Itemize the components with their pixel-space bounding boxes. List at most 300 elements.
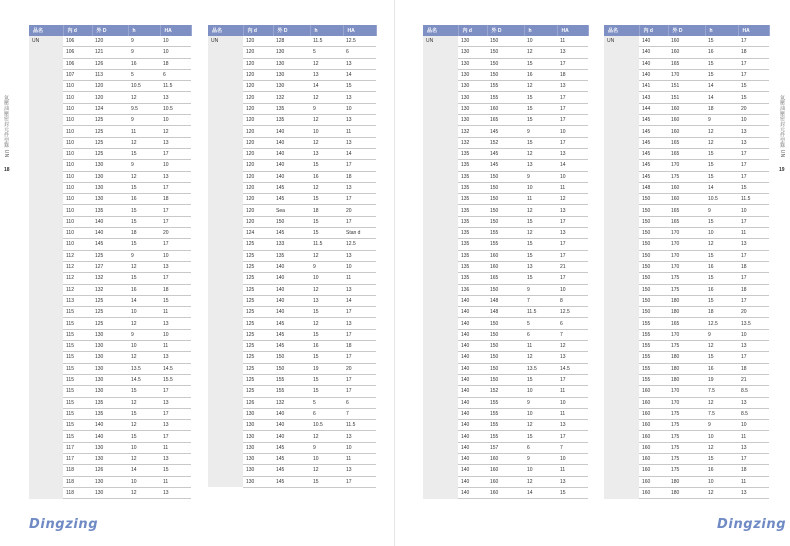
table-cell: 160 <box>668 126 705 137</box>
table-cell: 118 <box>63 487 92 498</box>
table-cell: 15 <box>524 273 557 284</box>
table-cell: 12 <box>310 318 343 329</box>
table-cell: 132 <box>273 397 310 408</box>
table-cell: 18 <box>343 341 376 352</box>
table-cell: 13 <box>738 442 769 453</box>
table-cell: 130 <box>92 352 128 363</box>
table-cell: 11.5 <box>738 194 769 205</box>
table-cell: 112 <box>63 273 92 284</box>
table-cell: 13 <box>738 397 769 408</box>
table-cell: 150 <box>639 284 668 295</box>
table-cell: 125 <box>92 250 128 261</box>
table-cell: 11 <box>524 341 557 352</box>
table-cell: 12 <box>160 126 191 137</box>
table-cell: 12 <box>705 126 738 137</box>
table-cell: 120 <box>243 103 273 114</box>
table-cell: 13.5 <box>738 318 769 329</box>
table-cell: 155 <box>487 397 524 408</box>
table-cell: 17 <box>160 148 191 159</box>
table-cell: 150 <box>639 307 668 318</box>
table-cell: 16 <box>705 47 738 58</box>
table-cell: 9 <box>705 115 738 126</box>
category-cell: UN <box>423 36 458 499</box>
table-cell: 170 <box>668 160 705 171</box>
table-cell: 20 <box>343 363 376 374</box>
spec-table-2 <box>208 25 377 488</box>
table-cell: 160 <box>487 261 524 272</box>
table-cell: 112 <box>63 284 92 295</box>
table-cell: 16 <box>524 69 557 80</box>
table-cell: 18 <box>705 307 738 318</box>
table-cell: 15 <box>310 307 343 318</box>
table-cell: 13 <box>343 137 376 148</box>
table-cell: 135 <box>92 205 128 216</box>
table-cell: 9 <box>128 250 160 261</box>
table-cell: 150 <box>273 216 310 227</box>
table-cell: 150 <box>639 250 668 261</box>
table-cell: 10 <box>705 476 738 487</box>
page-number-left: 18 <box>4 167 10 173</box>
table-cell: 17 <box>160 205 191 216</box>
table-cell: 11.5 <box>524 307 557 318</box>
table-cell: 150 <box>487 182 524 193</box>
table-cell: 12 <box>524 205 557 216</box>
table-cell: 10 <box>738 329 769 340</box>
table-cell: 150 <box>273 363 310 374</box>
table-cell: 135 <box>458 182 487 193</box>
table-cell: 15 <box>128 273 160 284</box>
table-cell: 125 <box>243 307 273 318</box>
table-cell: 121 <box>92 47 128 58</box>
table-cell: 140 <box>458 318 487 329</box>
table-cell: 15 <box>705 453 738 464</box>
table-cell: 130 <box>458 47 487 58</box>
table-cell: 135 <box>458 273 487 284</box>
table-cell: 150 <box>273 352 310 363</box>
table-cell: 160 <box>668 182 705 193</box>
table-cell: 170 <box>668 228 705 239</box>
table-cell: 175 <box>668 341 705 352</box>
table-cell: 155 <box>273 374 310 385</box>
table-cell: 110 <box>63 182 92 193</box>
table-cell: 12.5 <box>343 239 376 250</box>
table-cell: 10 <box>128 341 160 352</box>
table-cell: 175 <box>668 453 705 464</box>
table-cell: 10 <box>160 115 191 126</box>
table-cell: 12 <box>128 92 160 103</box>
table-cell: 11 <box>128 126 160 137</box>
table-cell: 180 <box>668 476 705 487</box>
table-cell: 160 <box>487 487 524 498</box>
table-cell: 13 <box>343 92 376 103</box>
table-cell: 17 <box>160 408 191 419</box>
table-cell: 165 <box>487 115 524 126</box>
table-cell: 12 <box>128 261 160 272</box>
table-cell: 18 <box>738 465 769 476</box>
table-cell: 13 <box>160 420 191 431</box>
table-cell: 140 <box>458 295 487 306</box>
table-cell: 12 <box>128 171 160 182</box>
table-cell: 120 <box>243 137 273 148</box>
table-cell: 17 <box>343 476 376 487</box>
table-cell: 130 <box>458 58 487 69</box>
table-cell: 9 <box>524 126 557 137</box>
table-cell: 151 <box>668 92 705 103</box>
table-cell: 141 <box>639 81 668 92</box>
table-cell: 170 <box>668 329 705 340</box>
table-cell: 140 <box>458 341 487 352</box>
table-cell: 17 <box>738 216 769 227</box>
table-cell: 8.5 <box>738 408 769 419</box>
table-cell: 126 <box>243 397 273 408</box>
table-cell: 160 <box>487 465 524 476</box>
table-cell: 125 <box>243 284 273 295</box>
table-cell: 11.5 <box>160 81 191 92</box>
table-cell: 135 <box>458 160 487 171</box>
table-cell: 125 <box>243 318 273 329</box>
table-cell: 165 <box>668 148 705 159</box>
table-cell: 15 <box>128 386 160 397</box>
table-cell: 125 <box>243 239 273 250</box>
table-cell: 12.5 <box>343 36 376 47</box>
table-cell: 130 <box>458 103 487 114</box>
table-cell: 14 <box>524 487 557 498</box>
spread-divider <box>394 0 395 546</box>
table-cell: 10 <box>524 36 557 47</box>
table-cell: 120 <box>243 47 273 58</box>
table-cell: 15 <box>310 352 343 363</box>
table-cell: 18 <box>310 205 343 216</box>
table-cell: 145 <box>273 329 310 340</box>
table-cell: 125 <box>243 374 273 385</box>
table-cell: 14 <box>557 160 588 171</box>
table-cell: 140 <box>273 261 310 272</box>
table-cell: 106 <box>63 36 92 47</box>
table-cell: 115 <box>63 329 92 340</box>
table-cell: 10 <box>557 453 588 464</box>
table-cell: 11.5 <box>343 420 376 431</box>
table-cell: 12 <box>310 115 343 126</box>
table-cell: 110 <box>63 81 92 92</box>
table-cell: 12 <box>705 487 738 498</box>
table-cell: 150 <box>639 216 668 227</box>
table-cell: 16 <box>310 341 343 352</box>
table-cell: 110 <box>63 239 92 250</box>
table-cell: 140 <box>273 408 310 419</box>
table-cell: 12 <box>524 352 557 363</box>
table-cell: 150 <box>487 171 524 182</box>
table-cell: 135 <box>458 148 487 159</box>
table-cell: 120 <box>243 216 273 227</box>
table-cell: 9 <box>524 284 557 295</box>
table-cell: 130 <box>92 194 128 205</box>
table-cell: 20 <box>343 205 376 216</box>
table-cell: 165 <box>668 205 705 216</box>
table-cell: 12 <box>310 58 343 69</box>
table-cell: 110 <box>63 228 92 239</box>
spec-table-3 <box>423 25 589 499</box>
table-cell: 150 <box>487 47 524 58</box>
table-cell: 126 <box>92 465 128 476</box>
table-cell: 13 <box>160 261 191 272</box>
table-cell: 170 <box>668 69 705 80</box>
table-cell: 110 <box>63 103 92 114</box>
table-cell: 125 <box>92 295 128 306</box>
table-cell: 175 <box>668 284 705 295</box>
table-cell: 160 <box>487 476 524 487</box>
table-cell: 160 <box>639 442 668 453</box>
table-cell: 5 <box>128 69 160 80</box>
table-cell: 13 <box>524 160 557 171</box>
table-cell: 180 <box>668 352 705 363</box>
table-cell: 15 <box>310 374 343 385</box>
table-cell: 12 <box>705 442 738 453</box>
table-cell: 120 <box>243 171 273 182</box>
table-cell: 155 <box>273 386 310 397</box>
table-row <box>29 36 191 47</box>
table-cell: 130 <box>458 115 487 126</box>
table-cell: 15 <box>705 160 738 171</box>
table-cell: 15 <box>738 182 769 193</box>
table-cell: 10 <box>524 408 557 419</box>
table-cell: 145 <box>639 171 668 182</box>
table-cell: 140 <box>458 453 487 464</box>
table-cell: 18 <box>343 171 376 182</box>
table-cell: 10 <box>310 453 343 464</box>
table-cell: 165 <box>668 216 705 227</box>
table-cell: 15 <box>310 386 343 397</box>
table-cell: 6 <box>343 47 376 58</box>
table-cell: 130 <box>243 476 273 487</box>
table-cell: 10.5 <box>705 194 738 205</box>
table-cell: 155 <box>487 408 524 419</box>
table-cell: 14 <box>343 69 376 80</box>
table-cell: 10 <box>738 115 769 126</box>
table-cell: 15 <box>738 81 769 92</box>
table-cell: 17 <box>557 239 588 250</box>
table-cell: 13 <box>160 487 191 498</box>
table-cell: 13 <box>557 228 588 239</box>
table-cell: 6 <box>310 408 343 419</box>
table-cell: 15 <box>524 137 557 148</box>
table-cell: 15 <box>128 148 160 159</box>
table-cell: 15 <box>557 487 588 498</box>
table-cell: 150 <box>639 205 668 216</box>
table-cell: 11 <box>160 476 191 487</box>
page-number-right: 19 <box>779 167 785 173</box>
table-cell: 15 <box>310 216 343 227</box>
table-cell: 150 <box>639 273 668 284</box>
table-cell: 14.5 <box>128 374 160 385</box>
table-cell: 10 <box>705 228 738 239</box>
table-cell: 130 <box>92 487 128 498</box>
column-header: 品名 <box>29 25 63 36</box>
table-cell: 17 <box>557 374 588 385</box>
table-cell: 9 <box>524 397 557 408</box>
table-cell: 117 <box>63 453 92 464</box>
table-cell: 132 <box>92 273 128 284</box>
table-cell: 13.5 <box>128 363 160 374</box>
table-cell: 120 <box>243 69 273 80</box>
column-header: HA <box>738 25 769 36</box>
table-cell: 113 <box>63 295 92 306</box>
table-cell: 10 <box>524 386 557 397</box>
table-cell: 135 <box>458 261 487 272</box>
table-cell: 12 <box>310 250 343 261</box>
table-cell: 15 <box>128 205 160 216</box>
table-cell: 160 <box>487 453 524 464</box>
table-cell: 9 <box>310 442 343 453</box>
table-cell: 140 <box>458 442 487 453</box>
table-cell: 13 <box>343 465 376 476</box>
table-cell: 175 <box>668 420 705 431</box>
table-cell: 12 <box>128 397 160 408</box>
table-cell: 155 <box>487 228 524 239</box>
table-cell: 165 <box>668 58 705 69</box>
table-cell: 160 <box>668 47 705 58</box>
table-cell: 15 <box>705 216 738 227</box>
table-cell: 12 <box>128 420 160 431</box>
table-cell: 160 <box>639 431 668 442</box>
table-cell: 9 <box>128 36 160 47</box>
table-cell: 13 <box>738 239 769 250</box>
table-cell: 120 <box>243 205 273 216</box>
table-cell: 120 <box>243 182 273 193</box>
table-cell: 13 <box>557 352 588 363</box>
table-cell: 160 <box>639 397 668 408</box>
table-cell: 12 <box>128 318 160 329</box>
table-cell: 18 <box>738 47 769 58</box>
table-cell: 160 <box>639 408 668 419</box>
table-cell: 20 <box>738 307 769 318</box>
table-cell: 120 <box>92 81 128 92</box>
table-cell: 155 <box>639 374 668 385</box>
table-cell: 18 <box>738 363 769 374</box>
table-cell: 7.5 <box>705 386 738 397</box>
table-cell: 170 <box>668 386 705 397</box>
table-cell: 15.5 <box>160 374 191 385</box>
table-cell: 15 <box>310 476 343 487</box>
table-cell: 130 <box>92 160 128 171</box>
table-cell: 17 <box>160 239 191 250</box>
table-cell: 160 <box>668 36 705 47</box>
table-cell: 17 <box>343 216 376 227</box>
table-cell: 140 <box>92 216 128 227</box>
table-cell: 135 <box>92 408 128 419</box>
table-cell: 125 <box>243 273 273 284</box>
table-cell: 10 <box>557 126 588 137</box>
table-cell: 9 <box>705 329 738 340</box>
table-cell: 110 <box>63 194 92 205</box>
table-cell: 140 <box>92 431 128 442</box>
table-cell: 10 <box>160 329 191 340</box>
table-cell: 7 <box>343 408 376 419</box>
table-cell: 15 <box>705 352 738 363</box>
table-cell: 180 <box>668 363 705 374</box>
table-cell: 107 <box>63 69 92 80</box>
table-cell: 13 <box>524 261 557 272</box>
table-cell: 155 <box>639 318 668 329</box>
table-cell: 15 <box>705 69 738 80</box>
table-cell: 15 <box>524 115 557 126</box>
table-cell: 120 <box>243 160 273 171</box>
table-cell: 126 <box>92 58 128 69</box>
table-cell: 135 <box>273 103 310 114</box>
table-cell: 175 <box>668 273 705 284</box>
table-cell: 15 <box>705 250 738 261</box>
table-cell: 18 <box>128 228 160 239</box>
table-cell: 15 <box>705 36 738 47</box>
table-cell: 13 <box>310 148 343 159</box>
table-cell: 17 <box>160 273 191 284</box>
table-cell: 17 <box>160 431 191 442</box>
table-cell: 10 <box>557 284 588 295</box>
table-cell: 140 <box>458 374 487 385</box>
table-cell: 155 <box>639 341 668 352</box>
table-cell: 145 <box>639 148 668 159</box>
table-cell: 175 <box>668 408 705 419</box>
table-cell: 13 <box>557 81 588 92</box>
table-cell: 130 <box>273 81 310 92</box>
table-row <box>208 36 376 47</box>
table-cell: 12 <box>310 92 343 103</box>
column-header: 外 D <box>487 25 524 36</box>
table-cell: 132 <box>458 126 487 137</box>
table-cell: 5 <box>524 318 557 329</box>
table-cell: 140 <box>639 36 668 47</box>
table-cell: 115 <box>63 307 92 318</box>
table-cell: 14 <box>705 182 738 193</box>
table-cell: 10 <box>160 250 191 261</box>
table-cell: 140 <box>92 420 128 431</box>
table-cell: 16 <box>128 58 160 69</box>
table-cell: 17 <box>738 352 769 363</box>
table-cell: 9 <box>705 420 738 431</box>
table-cell: 145 <box>273 228 310 239</box>
table-cell: 18 <box>738 261 769 272</box>
column-header: 品名 <box>604 25 639 36</box>
table-cell: 125 <box>92 148 128 159</box>
table-cell: Stan d <box>343 228 376 239</box>
table-cell: 125 <box>92 137 128 148</box>
table-cell: 17 <box>557 92 588 103</box>
table-cell: 12 <box>705 341 738 352</box>
table-cell: 175 <box>668 431 705 442</box>
table-cell: 175 <box>668 171 705 182</box>
table-cell: 140 <box>273 137 310 148</box>
table-cell: 124 <box>243 228 273 239</box>
table-cell: 17 <box>160 216 191 227</box>
table-cell: 145 <box>273 453 310 464</box>
table-cell: 155 <box>487 431 524 442</box>
table-cell: 155 <box>487 81 524 92</box>
table-cell: 150 <box>487 36 524 47</box>
table-cell: 9 <box>524 453 557 464</box>
table-cell: 130 <box>92 329 128 340</box>
table-cell: 110 <box>63 205 92 216</box>
table-cell: 106 <box>63 58 92 69</box>
table-cell: 130 <box>92 453 128 464</box>
table-cell: 13 <box>160 318 191 329</box>
table-cell: 16 <box>310 171 343 182</box>
table-cell: 140 <box>273 126 310 137</box>
table-cell: 132 <box>92 284 128 295</box>
table-cell: 17 <box>738 171 769 182</box>
table-cell: 15 <box>524 103 557 114</box>
table-cell: 12.5 <box>705 318 738 329</box>
table-cell: 120 <box>243 194 273 205</box>
table-cell: 130 <box>243 465 273 476</box>
